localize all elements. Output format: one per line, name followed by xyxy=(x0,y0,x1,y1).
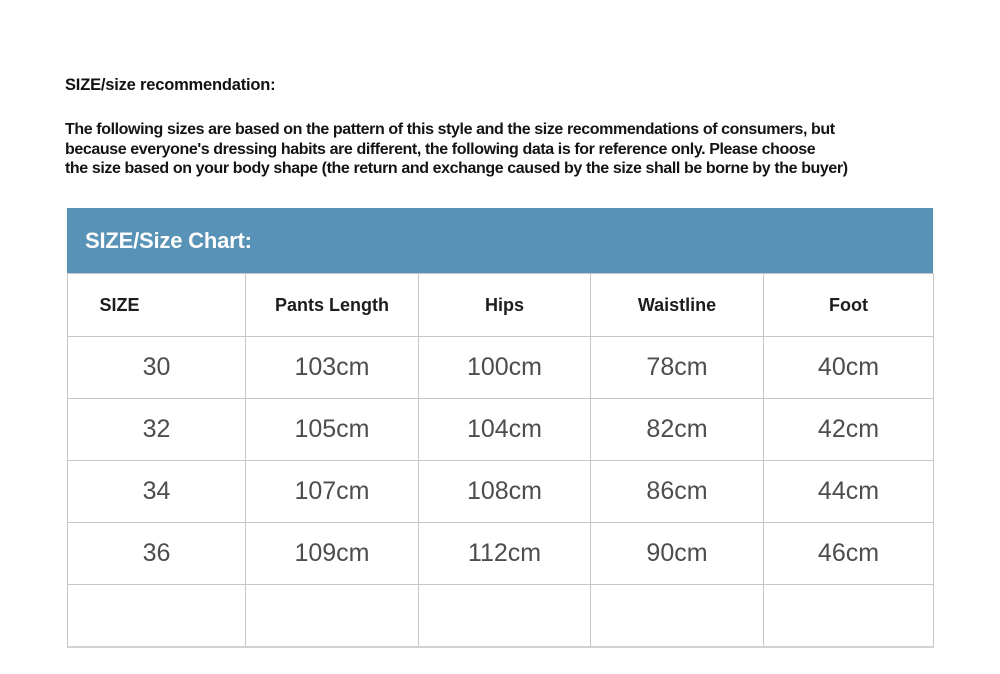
column-header-waistline: Waistline xyxy=(591,274,764,337)
table-cell-hips: 104cm xyxy=(419,399,591,461)
recommendation-line-1: The following sizes are based on the pattern of this style and the size recommendations of consumers, but xyxy=(65,121,835,138)
column-header-foot: Foot xyxy=(764,274,934,337)
table-cell-waistline: 90cm xyxy=(591,523,764,585)
table-cell-pants-length: 103cm xyxy=(246,337,419,399)
size-recommendation-heading: SIZE/size recommendation: xyxy=(65,76,276,94)
table-cell-foot xyxy=(764,585,934,647)
table-header-row xyxy=(68,274,934,337)
table-cell-foot: 46cm xyxy=(764,523,934,585)
table-cell-size: 32 xyxy=(68,399,246,461)
table-row-size-36 xyxy=(68,523,934,585)
column-header-hips: Hips xyxy=(419,274,591,337)
table-cell-foot: 42cm xyxy=(764,399,934,461)
table-cell-size: 30 xyxy=(68,337,246,399)
table-cell-pants-length: 105cm xyxy=(246,399,419,461)
table-cell-waistline: 78cm xyxy=(591,337,764,399)
table-cell-hips: 100cm xyxy=(419,337,591,399)
size-chart-banner xyxy=(67,208,933,273)
table-row-size-34 xyxy=(68,461,934,523)
table-cell-pants-length: 109cm xyxy=(246,523,419,585)
size-chart-banner-title: SIZE/Size Chart: xyxy=(85,227,252,253)
size-recommendation-text xyxy=(65,120,848,179)
table-cell-hips: 108cm xyxy=(419,461,591,523)
table-cell-size xyxy=(68,585,246,647)
table-cell-foot: 40cm xyxy=(764,337,934,399)
recommendation-line-3: the size based on your body shape (the return and exchange caused by the size shall be borne by the buyer) xyxy=(65,160,848,178)
table-cell-hips xyxy=(419,585,591,647)
table-row-size-32 xyxy=(68,399,934,461)
table-cell-waistline: 82cm xyxy=(591,399,764,461)
column-header-size: SIZE xyxy=(68,274,246,337)
table-cell-size: 36 xyxy=(68,523,246,585)
table-row-empty xyxy=(68,585,934,647)
table-row-size-30 xyxy=(68,337,934,399)
table-cell-pants-length xyxy=(246,585,419,647)
column-header-pants-length: Pants Length xyxy=(246,274,419,337)
size-chart-table xyxy=(67,273,934,648)
table-cell-size: 34 xyxy=(68,461,246,523)
table-cell-waistline: 86cm xyxy=(591,461,764,523)
table-cell-foot: 44cm xyxy=(764,461,934,523)
table-cell-waistline xyxy=(591,585,764,647)
recommendation-line-2: because everyone's dressing habits are different, the following data is for reference only. Please choose xyxy=(65,140,816,158)
table-cell-hips: 112cm xyxy=(419,523,591,585)
table-cell-pants-length: 107cm xyxy=(246,461,419,523)
